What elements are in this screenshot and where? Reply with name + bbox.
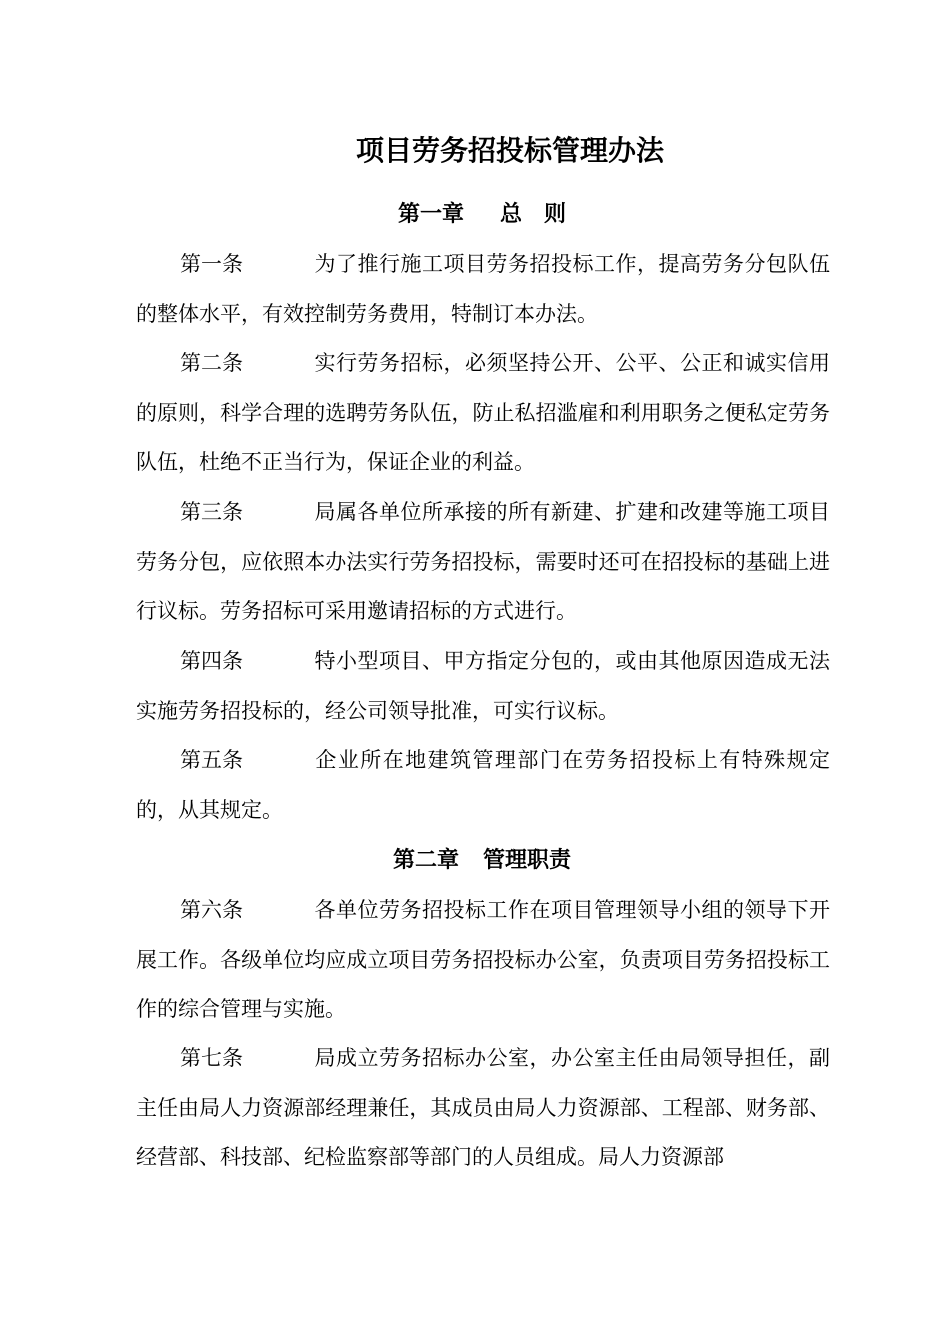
article-number: 第四条 [180, 649, 243, 673]
article-number: 第三条 [180, 500, 243, 524]
article-number: 第一条 [180, 252, 243, 276]
article-text: 各单位劳务招投标工作在项目管理领导小组的领导下开展工作。各级单位均应成立项目劳务招投标办公室，负责项目劳务招投标工作的综合管理与实施。 [136, 898, 830, 1021]
article [136, 886, 830, 1035]
article-number: 第六条 [180, 898, 243, 922]
article-text: 特小型项目、甲方指定分包的，或由其他原因造成无法实施劳务招投标的，经公司领导批准，可实行议标。 [136, 649, 830, 723]
article-text: 实行劳务招标，必须坚持公开、公平、公正和诚实信用的原则，科学合理的选聘劳务队伍，防止私招滥雇和利用职务之便私定劳务队伍，杜绝不正当行为，保证企业的利益。 [136, 351, 830, 474]
article-number: 第二条 [180, 351, 243, 375]
article-text: 企业所在地建筑管理部门在劳务招投标上有特殊规定的，从其规定。 [136, 748, 830, 822]
article [136, 339, 830, 488]
chapter-name: 管理职责 [483, 847, 572, 873]
article-text: 为了推行施工项目劳务招投标工作，提高劳务分包队伍的整体水平，有效控制劳务费用，特制订本办法。 [136, 252, 830, 326]
document-title: 项目劳务招投标管理办法 [355, 134, 664, 167]
chapter-name: 总 则 [500, 201, 567, 227]
chapter-heading [0, 844, 950, 876]
article [136, 1034, 830, 1183]
article [136, 736, 830, 835]
article-number: 第七条 [180, 1046, 243, 1070]
article-text: 局属各单位所承接的所有新建、扩建和改建等施工项目劳务分包，应依照本办法实行劳务招投标，需要时还可在招投标的基础上进行议标。劳务招标可采用邀请招标的方式进行。 [136, 500, 830, 623]
article [136, 637, 830, 736]
chapter-label: 第二章 [392, 847, 459, 873]
article [136, 240, 830, 339]
chapter-heading [0, 198, 950, 230]
article [136, 488, 830, 637]
article-text: 局成立劳务招标办公室，办公室主任由局领导担任，副主任由局人力资源部经理兼任，其成员由局人力资源部、工程部、财务部、经营部、科技部、纪检监察部等部门的人员组成。局人力资源部 [136, 1046, 830, 1169]
article-number: 第五条 [180, 748, 243, 772]
chapter-label: 第一章 [397, 201, 464, 227]
